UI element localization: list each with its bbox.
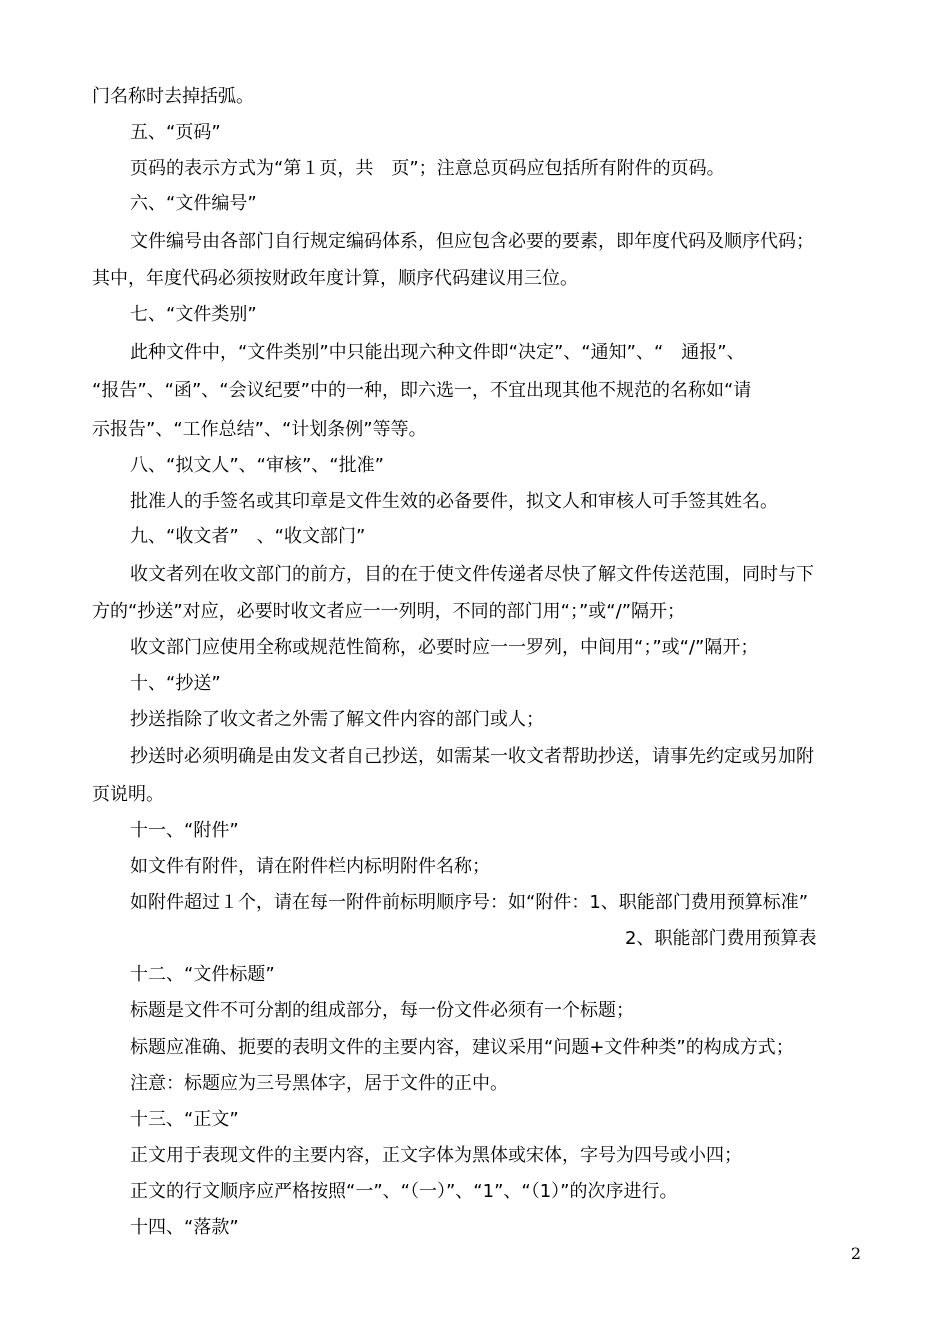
text-line: 正文用于表现文件的主要内容，正文字体为黑体或宋体，字号为四号或小四； (130, 1145, 742, 1166)
section-heading: 十二、“文件标题” (130, 964, 275, 985)
section-heading: 七、“文件类别” (130, 304, 257, 325)
section-heading: 八、“拟文人”、“审核”、“批准” (130, 455, 384, 476)
text-line: 抄送指除了收文者之外需了解文件内容的部门或人； (130, 709, 544, 730)
section-heading: 六、“文件编号” (130, 193, 257, 214)
text-line: 如附件超过１个，请在每一附件前标明顺序号：如“附件：1、职能部门费用预算标准” (130, 892, 809, 913)
text-line: 批准人的手签名或其印章是文件生效的必备要件，拟文人和审核人可手签其姓名。 (130, 491, 778, 512)
section-heading: 九、“收文者” 、“收文部门” (130, 526, 366, 547)
text-line: 标题应准确、扼要的表明文件的主要内容，建议采用“问题+文件种类”的构成方式； (130, 1037, 794, 1058)
text-line: 收文部门应使用全称或规范性简称，必要时应一一罗列，中间用“；”或“/”隔开； (130, 637, 759, 658)
text-line: 页说明。 (92, 784, 164, 805)
text-line: 此种文件中，“文件类别”中只能出现六种文件即“决定”、“通知”、“ 通报”、 (130, 342, 745, 363)
text-line: 门名称时去掉括弧。 (92, 86, 254, 107)
text-line: 其中，年度代码必须按财政年度计算，顺序代码建议用三位。 (92, 268, 578, 289)
text-line: 方的“抄送”对应，必要时收文者应一一列明，不同的部门用“；”或“/”隔开； (92, 601, 686, 622)
text-line: “报告”、“函”、“会议纪要”中的一种，即六选一，不宜出现其他不规范的名称如“请 (92, 380, 752, 401)
attachment-list-item: 2、职能部门费用预算表 (625, 928, 817, 949)
section-heading: 十四、“落款” (130, 1217, 239, 1238)
section-heading: 十、“抄送” (130, 673, 221, 694)
text-line: 示报告”、“工作总结”、“计划条例”等等。 (92, 419, 427, 440)
text-line: 标题是文件不可分割的组成部分，每一份文件必须有一个标题； (130, 1000, 634, 1021)
page-number: 2 (850, 1244, 862, 1263)
section-heading: 十三、“正文” (130, 1109, 239, 1130)
text-line: 如文件有附件，请在附件栏内标明附件名称； (130, 856, 490, 877)
section-heading: 五、“页码” (130, 122, 221, 143)
text-line: 抄送时必须明确是由发文者自己抄送，如需某一收文者帮助抄送，请事先约定或另加附 (130, 746, 814, 767)
text-line: 正文的行文顺序应严格按照“一”、“（一）”、“1”、“（1）”的次序进行。 (130, 1181, 678, 1202)
text-line: 注意：标题应为三号黑体字，居于文件的正中。 (130, 1073, 508, 1094)
text-line: 文件编号由各部门自行规定编码体系，但应包含必要的要素，即年度代码及顺序代码； (130, 231, 814, 252)
section-heading: 十一、“附件” (130, 820, 239, 841)
text-line: 收文者列在收文部门的前方，目的在于使文件传递者尽快了解文件传送范围，同时与下 (130, 564, 814, 585)
text-line: 页码的表示方式为“第１页，共 页”；注意总页码应包括所有附件的页码。 (130, 158, 725, 179)
